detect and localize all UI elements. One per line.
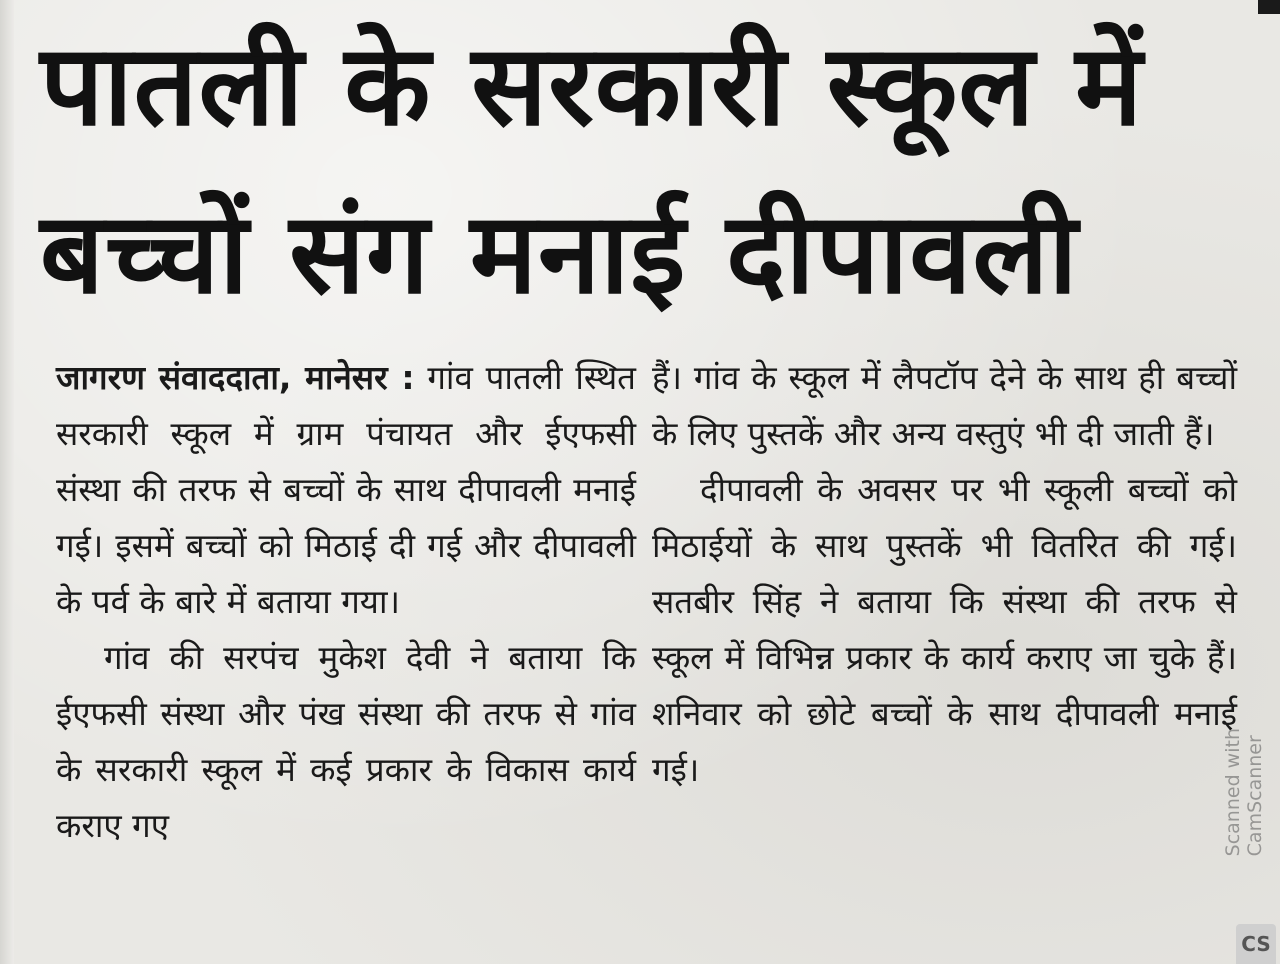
watermark-line-1: Scanned with <box>1222 728 1244 857</box>
paragraph-1-text: गांव पातली स्थित सरकारी स्कूल में ग्राम पंचायत और ईएफसी संस्था की तरफ से बच्चों के साथ दीपावली मनाई गई। इसमें बच्चों को मिठाई दी गई और दीपावली के पर्व के बारे में बताया गया। <box>56 358 636 621</box>
corner-mark <box>1258 0 1280 14</box>
camscanner-logo-icon: CS <box>1236 924 1276 964</box>
paragraph-1 <box>56 350 636 630</box>
paragraph-4: दीपावली के अवसर पर भी स्कूली बच्चों को मिठाईयों के साथ पुस्तकें भी वितरित की गई। सतबीर सिंह ने बताया कि संस्था की तरफ से स्कूल में विभिन्न प्रकार के कार्य कराए जा चुके हैं। शनिवार को छोटे बच्चों के साथ दीपावली मनाई गई। <box>652 470 1237 789</box>
watermark-line-2: CamScanner <box>1244 735 1266 857</box>
page-edge-shadow <box>0 0 14 964</box>
scanner-watermark <box>1222 728 1266 856</box>
headline-line-1: पातली के सरकारी स्कूल में <box>40 21 1144 151</box>
article-column-left <box>56 350 636 854</box>
headline-line-2: बच्चों संग मनाई दीपावली <box>40 189 1079 319</box>
paragraph-3: हैं। गांव के स्कूल में लैपटॉप देने के साथ ही बच्चों के लिए पुस्तकें और अन्य वस्तुएं भी दी जाती हैं। <box>652 358 1237 453</box>
paragraph-2: गांव की सरपंच मुकेश देवी ने बताया कि ईएफसी संस्था और पंख संस्था की तरफ से गांव के सरकारी स्कूल में कई प्रकार के विकास कार्य कराए गए <box>56 638 636 845</box>
byline: जागरण संवाददाता, मानेसर : <box>56 358 415 397</box>
article-column-right <box>652 350 1237 798</box>
